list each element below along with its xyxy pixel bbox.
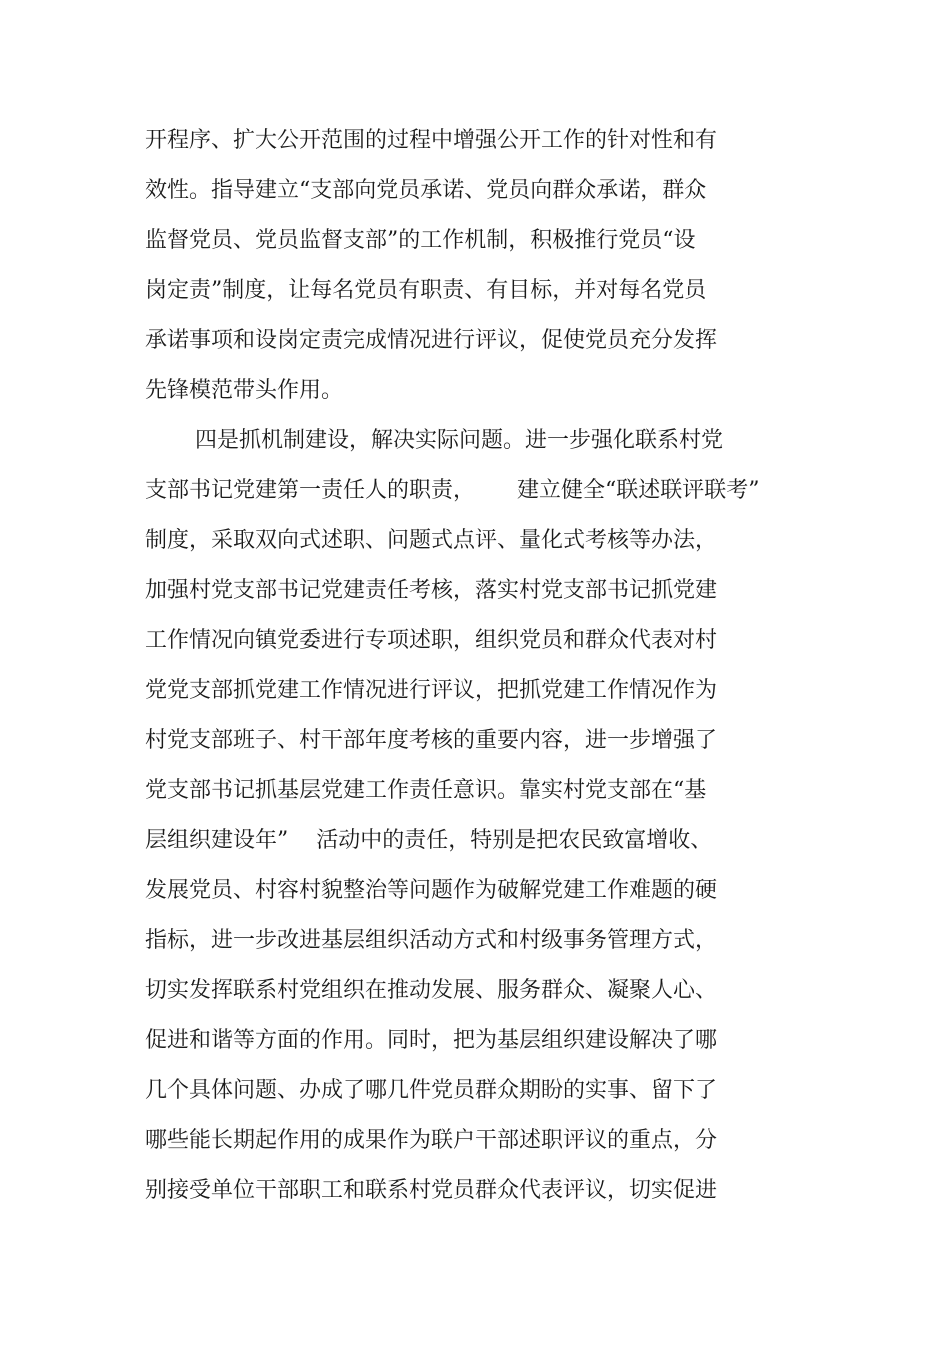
- text-line: 制度，采取双向式述职、问题式点评、量化式考核等办法，: [145, 528, 718, 553]
- text-line: 党党支部抓党建工作情况进行评议，把抓党建工作情况作为: [145, 678, 718, 703]
- text-line: 别接受单位干部职工和联系村党员群众代表评议，切实促进: [145, 1178, 718, 1203]
- text-line: 党支部书记抓基层党建工作责任意识。靠实村党支部在“基: [145, 778, 707, 803]
- text-line: 村党支部班子、村干部年度考核的重要内容，进一步增强了: [145, 728, 718, 753]
- text-line: 层组织建设年” 活动中的责任，特别是把农民致富增收、: [145, 828, 713, 853]
- text-line: 发展党员、村容村貌整治等问题作为破解党建工作难题的硬: [145, 878, 718, 903]
- text-line: 促进和谐等方面的作用。同时，把为基层组织建设解决了哪: [145, 1028, 718, 1053]
- text-line: 承诺事项和设岗定责完成情况进行评议，促使党员充分发挥: [145, 328, 718, 353]
- text-line: 指标，进一步改进基层组织活动方式和村级事务管理方式，: [145, 928, 718, 953]
- text-line: 效性。指导建立“支部向党员承诺、党员向群众承诺，群众: [145, 178, 707, 203]
- text-line: 开程序、扩大公开范围的过程中增强公开工作的针对性和有: [145, 128, 718, 153]
- text-line: 先锋模范带头作用。: [145, 378, 344, 403]
- text-line: 加强村党支部书记党建责任考核，落实村党支部书记抓党建: [145, 578, 718, 603]
- text-line: 支部书记党建第一责任人的职责， 建立健全“联述联评联考”: [145, 478, 760, 503]
- text-line: 监督党员、党员监督支部”的工作机制，积极推行党员“设: [145, 228, 696, 253]
- text-line: 哪些能长期起作用的成果作为联户干部述职评议的重点，分: [145, 1128, 718, 1153]
- text-line: 几个具体问题、办成了哪几件党员群众期盼的实事、留下了: [145, 1078, 718, 1103]
- text-line: 切实发挥联系村党组织在推动发展、服务群众、凝聚人心、: [145, 978, 718, 1003]
- text-line: 岗定责”制度，让每名党员有职责、有目标，并对每名党员: [145, 278, 707, 303]
- text-line: 工作情况向镇党委进行专项述职，组织党员和群众代表对村: [145, 628, 718, 653]
- paragraph-first-line: 四是抓机制建设，解决实际问题。进一步强化联系村党: [195, 428, 724, 453]
